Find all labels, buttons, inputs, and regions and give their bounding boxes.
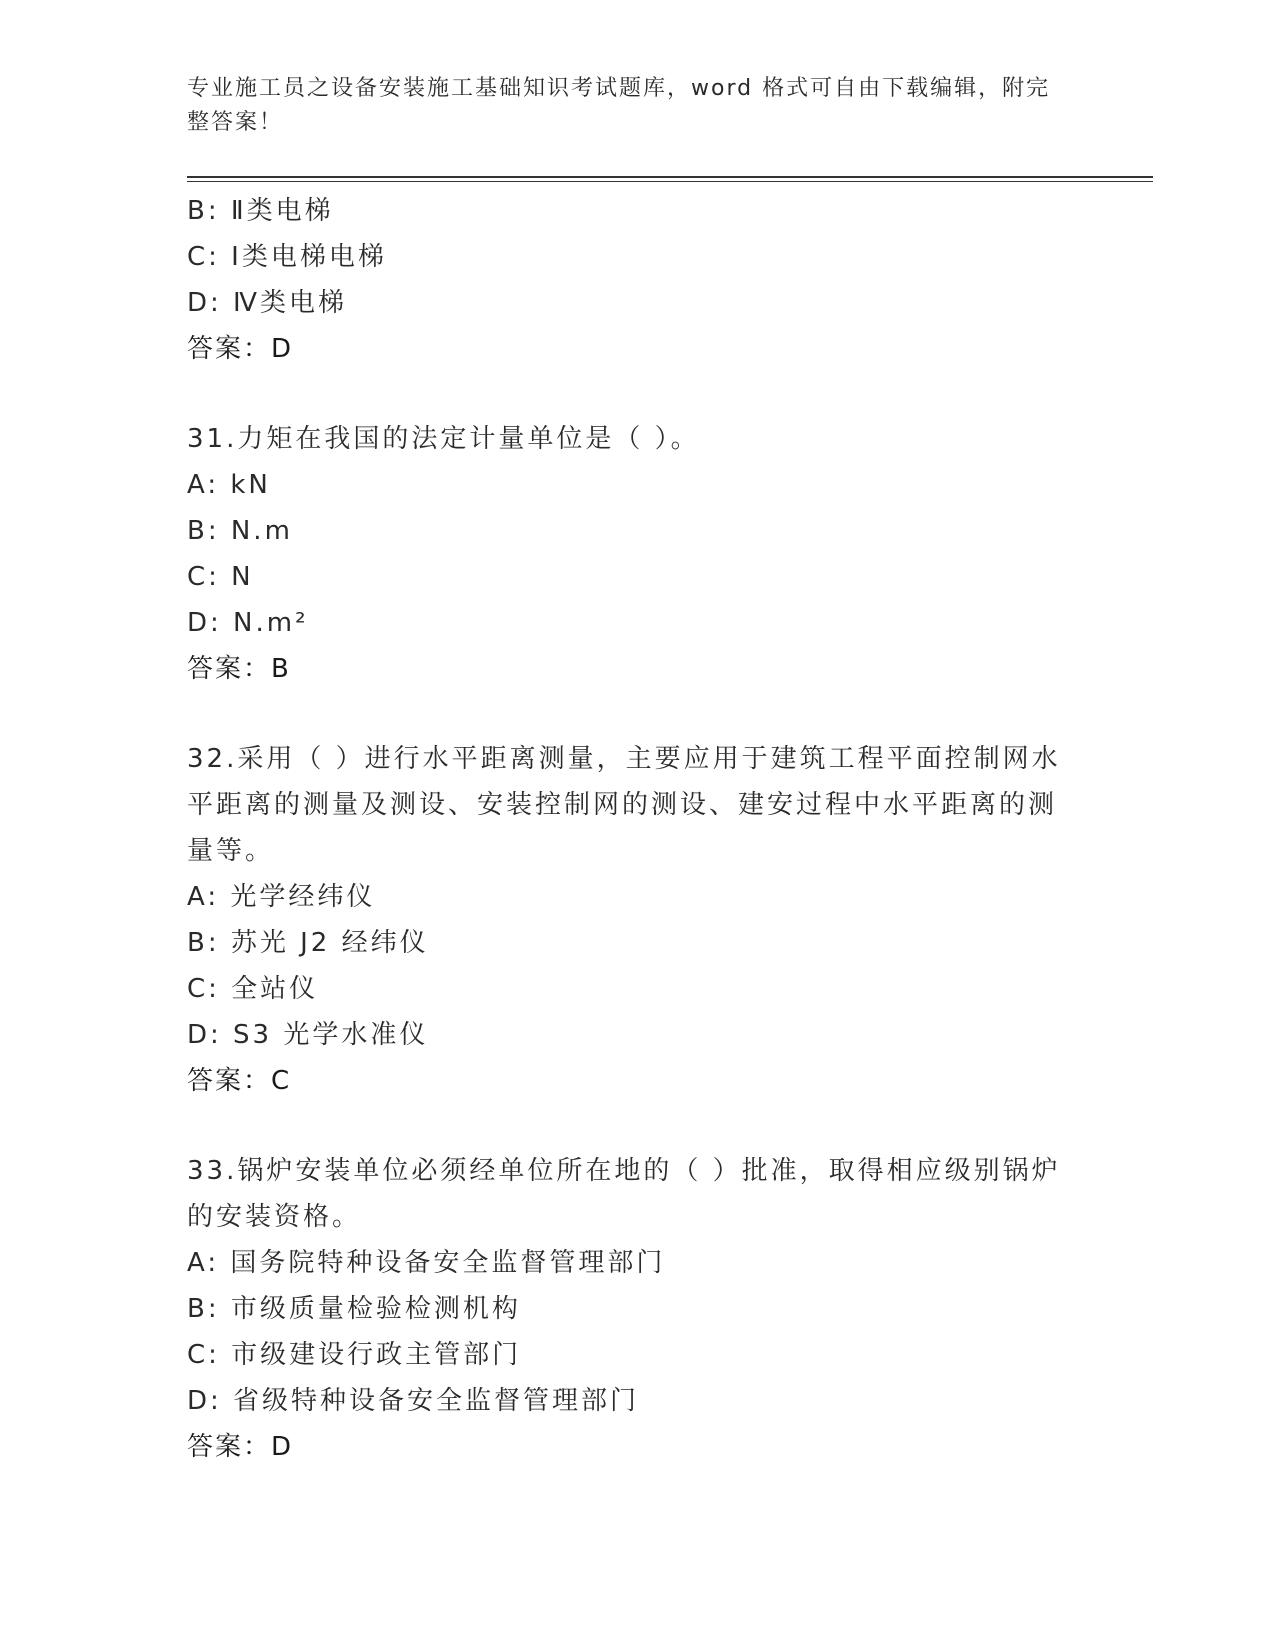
spacer — [187, 1104, 1067, 1148]
header-divider-thick — [187, 176, 1153, 178]
option-c: C: 全站仪 — [187, 974, 319, 1004]
option-d: D: S3 光学水准仪 — [187, 1020, 429, 1050]
option-b: B: 苏光 J2 经纬仪 — [187, 928, 429, 958]
question-text: 33.锅炉安装单位必须经单位所在地的（ ）批准，取得相应级别锅炉的安装资格。 — [187, 1156, 1061, 1232]
option-b: B: Ⅱ类电梯 — [187, 196, 334, 226]
option-b: B: N.m — [187, 516, 293, 546]
option-a: A: 光学经纬仪 — [187, 882, 376, 912]
option-d: D: N.m² — [187, 608, 309, 638]
answer-line: 答案：C — [187, 1066, 292, 1096]
spacer — [187, 372, 1067, 416]
document-body — [187, 188, 1067, 1470]
option-a: A: 国务院特种设备安全监督管理部门 — [187, 1248, 666, 1278]
option-c: C: N — [187, 562, 254, 592]
option-c: C: 市级建设行政主管部门 — [187, 1340, 522, 1370]
option-a: A: kN — [187, 470, 271, 500]
option-d: D: Ⅳ类电梯 — [187, 288, 348, 318]
answer-line: 答案：D — [187, 1432, 294, 1462]
document-header: 专业施工员之设备安装施工基础知识考试题库，word 格式可自由下载编辑，附完整答案！ — [187, 76, 1051, 135]
question-33 — [187, 1148, 1067, 1470]
question-32 — [187, 736, 1067, 1104]
question-31 — [187, 416, 1067, 692]
answer-line: 答案：B — [187, 654, 291, 684]
question-text: 32.采用（ ）进行水平距离测量，主要应用于建筑工程平面控制网水平距离的测量及测设、安装控制网的测设、建安过程中水平距离的测量等。 — [187, 744, 1061, 866]
option-d: D: 省级特种设备安全监督管理部门 — [187, 1386, 640, 1416]
header-divider-thin — [187, 181, 1153, 182]
option-c: C: Ⅰ类电梯电梯 — [187, 242, 387, 272]
option-b: B: 市级质量检验检测机构 — [187, 1294, 521, 1324]
answer-line: 答案：D — [187, 334, 294, 364]
question-30-tail — [187, 188, 1067, 372]
spacer — [187, 692, 1067, 736]
question-text: 31.力矩在我国的法定计量单位是（ ）。 — [187, 424, 700, 454]
